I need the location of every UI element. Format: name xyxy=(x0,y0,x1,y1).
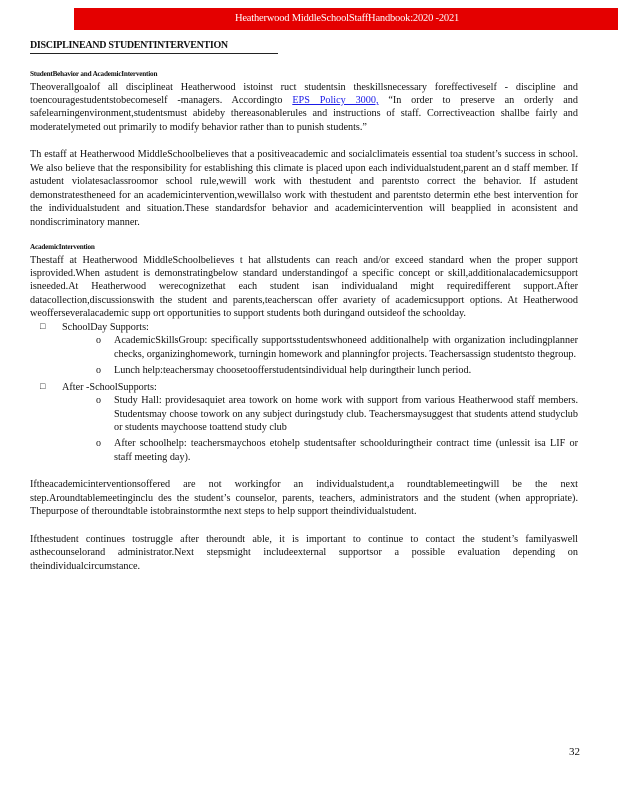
section-title-underline xyxy=(30,53,278,54)
circle-bullet-icon: o xyxy=(96,335,101,347)
eps-policy-link[interactable]: EPS Policy 3000, xyxy=(292,94,379,106)
sublist-item-text: AcademicSkillsGroup: specifically supportsstudentswhoneed additionalhelp with organization includingplanner checks, organizinghomework, turningin homework and planningfor projects. Teachersassign studentsto thegroup. xyxy=(114,335,578,360)
sublist-item-text: Study Hall: providesaquiet area towork on home work with support from various Heatherwood staff members. Studentsmay choose towork on any subject duringstudy club. Teachersmaysuggest that students attend studyclub or students maychoose toattend study club xyxy=(114,395,578,433)
supports-label: After -SchoolSupports: xyxy=(62,381,157,393)
paragraph-roundtable: Iftheacademicinterventionsoffered are not workingfor an individualstudent,a roundtablemeetingwill be the next step.Aroundtablemeetinginclu des the student’s counselor, parents, teachers, administrators and the student (when appropriate). Thepurpose of theroundtable istobrainstormthe next steps to help support theindividualstudent. xyxy=(30,479,578,518)
supports-label: SchoolDay Supports: xyxy=(62,321,149,333)
subheading-academic-intervention: AcademicIntervention xyxy=(30,243,95,252)
sublist-item-text: After schoolhelp: teachersmaychoos etohelp studentsafter schoolduringtheir contract time (unlessit isa LIF or staff meeting day). xyxy=(114,438,578,463)
after-school-supports-sublist xyxy=(96,394,578,464)
supports-list-item-after-school xyxy=(40,381,578,465)
page-body xyxy=(30,70,578,587)
page-number: 32 xyxy=(569,746,580,758)
paragraph-discipline-goal xyxy=(30,81,578,135)
sublist-item xyxy=(96,394,578,434)
paragraph-next-steps: Ifthestudent continues tostruggle after theroundt able, it is important to continue to contact the student’s familyaswell asthecounselorand administrator.Next stepsmight includeexternal supportsor a possible evaluation depending on theindividualcircumstance. xyxy=(30,533,578,572)
school-day-supports-sublist xyxy=(96,334,578,377)
section-title: DISCIPLINEAND STUDENTINTERVENTION xyxy=(30,40,228,51)
paragraph-positive-climate: Th estaff at Heatherwood MiddleSchoolbelieves that a positiveacademic and socialclimateis essential toa student’s success in school. We also believe that the responsibility for establishing this climate is placed upon each individualstudent,parent an d staff member. If astudent violatesaclassroomor school rule,wewill work with thestudent and parentsto correct the behavior. If astudent demonstratestheneed for an academicintervention,wewillalso work with thestudent and parentsto determin ethe best intervention for the individualstudent and situation.These standardsfor behavior and academicintervention will beapplied in aconsistent and nondiscriminatory manner. xyxy=(30,149,578,228)
paragraph-text: Theoverallgoalof all disciplineat Heatherwood istoinst ruct studentsin theskillsnecessary foreffectiveself - discipline and toencouragestudentstobecomeself -managers. Accordingto xyxy=(30,81,578,106)
circle-bullet-icon: o xyxy=(96,365,101,377)
supports-list-item-school-day xyxy=(40,321,578,378)
sublist-item xyxy=(96,364,578,377)
paragraph-text: “In order to preserve an orderly and safelearningenvironment,studentsmust abideby thereasonablerules and instructions of staff. Correctiveaction shallbe fairly and moderatelymeted out primarily to modify behavior rather than to punish students.” xyxy=(30,94,578,133)
circle-bullet-icon: o xyxy=(96,438,101,450)
checkbox-bullet-icon: □ xyxy=(40,380,46,391)
checkbox-bullet-icon: □ xyxy=(40,320,46,331)
sublist-item xyxy=(96,334,578,361)
supports-list xyxy=(40,321,578,465)
sublist-item-text: Lunch help:teachersmay choosetoofferstudentsindividual help duringtheir lunch period. xyxy=(114,365,472,377)
subheading-student-behavior: StudentBehavior and AcademicIntervention xyxy=(30,70,158,78)
handbook-header-banner: Heatherwood MiddleSchoolStaffHandbook:2020 -2021 xyxy=(74,8,618,30)
circle-bullet-icon: o xyxy=(96,395,101,407)
paragraph-academic-support: Thestaff at Heatherwood MiddleSchoolbelieves t hat allstudents can reach and/or exceed standard when the proper support isprovided.When astudent is demonstratingbelow standard understandingof a specific concept or skill,additionalacademicsupport isneeded.At Heatherwood werecognizethat each student isan individualand might requiredifferent support.After datacollection,discussionswith the student and parents,teacherscan offer avariety of academicsupport options. At Heatherwood weofferseveralacademic supp ort opportunities to support students both duringand outsideof the schoolday. xyxy=(30,254,578,320)
sublist-item xyxy=(96,437,578,464)
